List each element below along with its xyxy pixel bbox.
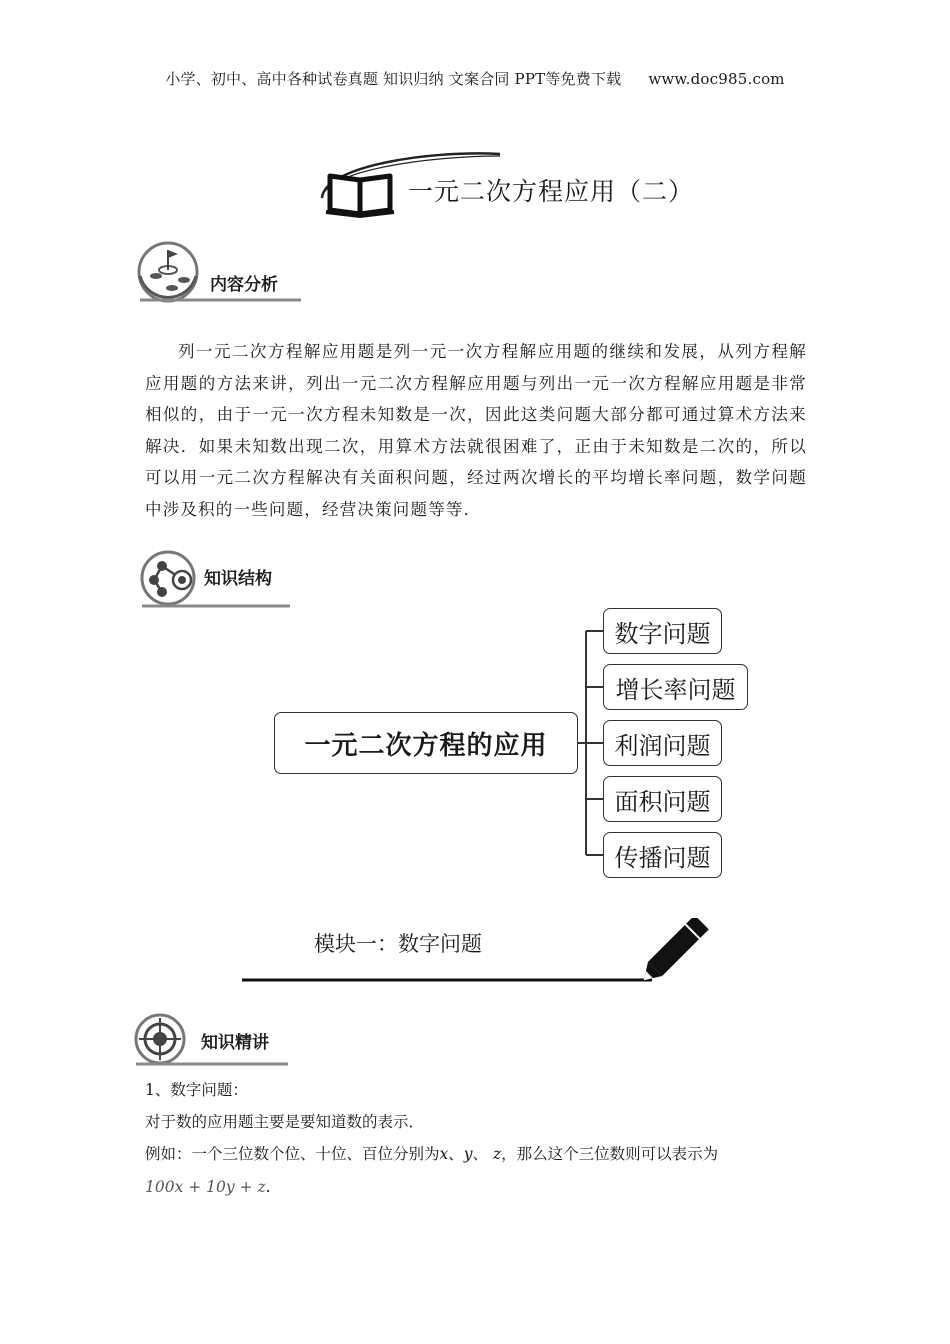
page-title: 一元二次方程应用（二）	[408, 177, 695, 206]
formula: 100x + 10y + z	[145, 1178, 266, 1196]
line2-suffix: ，那么这个三位数则可以表示为	[501, 1145, 719, 1163]
section-knowledge-explain: 知识精讲	[201, 1033, 269, 1053]
explain-line-2	[145, 1142, 718, 1164]
sep-2: 、	[472, 1145, 489, 1163]
var-x: x	[439, 1145, 449, 1163]
explain-line-1: 对于数的应用题主要是要知道数的表示．	[145, 1113, 425, 1131]
section-knowledge-structure: 知识结构	[204, 569, 272, 589]
page-header	[0, 68, 950, 89]
mindmap-branch-area: 面积问题	[603, 776, 722, 822]
mindmap-branch-growth: 增长率问题	[603, 664, 748, 710]
book-icon	[326, 176, 394, 216]
explain-formula-line	[145, 1178, 271, 1196]
var-y: y	[463, 1145, 473, 1163]
module-title: 模块一：数字问题	[314, 932, 482, 956]
pencil-underline	[240, 918, 710, 988]
mindmap-branch-number: 数字问题	[603, 608, 722, 654]
section-content-analysis: 内容分析	[210, 275, 278, 295]
formula-end: .	[265, 1178, 271, 1196]
var-z: z	[493, 1145, 502, 1163]
mindmap-branch-spread: 传播问题	[603, 832, 722, 878]
header-text: 小学、初中、高中各种试卷真题 知识归纳 文案合同 PPT等免费下载	[165, 70, 622, 88]
header-site: www.doc985.com	[648, 70, 785, 88]
mindmap-root: 一元二次方程的应用	[274, 712, 578, 774]
explain-item-title: 1、数字问题：	[145, 1081, 248, 1099]
line2-prefix: 例如：一个三位数个位、十位、百位分别为	[145, 1145, 440, 1163]
sep-1: 、	[448, 1145, 464, 1163]
pencil-icon	[637, 918, 709, 987]
mindmap-branch-profit: 利润问题	[603, 720, 722, 766]
analysis-paragraph	[145, 336, 807, 525]
analysis-text: 列一元二次方程解应用题是列一元一次方程解应用题的继续和发展，从列方程解应用题的方法来讲，列出一元二次方程解应用题与列出一元一次方程解应用题是非常相似的，由于一元一次方程未知数是一次，因此这类问题大部分都可通过算术方法来解决．如果未知数出现二次，用算术方法就很困难了，正由于未知数是二次的，所以可以用一元二次方程解决有关面积问题，经过两次增长的平均增长率问题，数学问题中涉及积的一些问题，经营决策问题等等．	[145, 342, 807, 519]
